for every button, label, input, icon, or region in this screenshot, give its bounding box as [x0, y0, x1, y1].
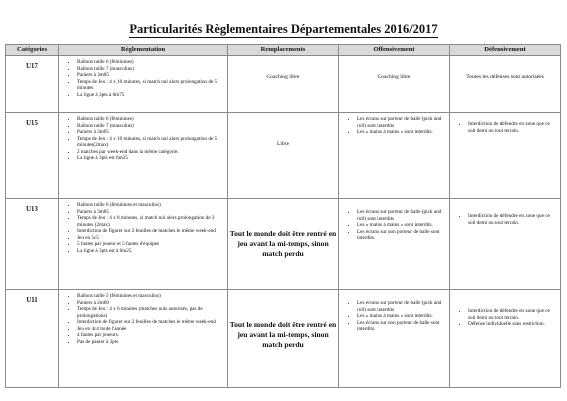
list-item: • Les écrans sur porteur de balle (pick and roll) sont interdits	[357, 209, 447, 222]
defensivement-cell	[450, 199, 561, 290]
list-item: • Ballons taille 6 (féminines)	[77, 59, 225, 66]
list-item: • Ballons taille 6 (féminines et masculins)	[77, 202, 225, 209]
offensivement-cell	[339, 199, 450, 290]
list-item: • Interdiction de défendre en zone que ce soit demi ou tout terrain.	[468, 308, 558, 321]
offensivement-list	[339, 199, 449, 244]
list-item: • Temps de Jeu : 4 x 10 minutes, si match nul alors prolongation de 5 minutes(2max)	[77, 136, 225, 149]
list-item: • Ballons taille 7 (masculins)	[77, 123, 225, 130]
list-item: • Défense individuelle sans restriction.	[468, 321, 558, 328]
list-item: • La ligne à 3pts est à 6m25	[77, 248, 225, 255]
offensivement-cell	[339, 290, 450, 388]
defensivement-cell	[450, 113, 561, 199]
table-row-u15	[6, 113, 561, 199]
table-row-u13	[6, 199, 561, 290]
category-cell: U15	[6, 113, 59, 199]
header-remplacements: Remplacements	[228, 45, 339, 56]
defensivement-list	[450, 113, 560, 136]
category-cell: U11	[6, 290, 59, 388]
table-row-u11	[6, 290, 561, 388]
list-item: • La ligne à 3pts est 6m25	[77, 155, 225, 162]
list-item: • Ballons taille 5 (féminines et masculins)	[77, 293, 225, 300]
list-item: • La ligne à 3pts à 6m75	[77, 92, 225, 99]
table-header-row	[6, 45, 561, 56]
remplacements-cell: Tout le monde doit être rentré en jeu avant la mi-temps, sinon match perdu	[228, 199, 339, 290]
document-title-text: Particularités Règlementaires Départementales 2016/2017	[129, 22, 438, 36]
list-item: • Temps de Jeu : 4 x 10 minutes, si match nul alors prolongation de 5 minutes	[77, 79, 225, 92]
list-item: • Temps de Jeu : 4 x 6 minutes (matches nuls autorisés, pas de prolongations)	[77, 306, 225, 319]
remplacements-cell: Libre	[228, 113, 339, 199]
defensivement-list	[450, 199, 560, 228]
list-item: • 5 fautes par joueur et 5 fautes d'équipes	[77, 241, 225, 248]
header-categories: Catégories	[6, 45, 59, 56]
list-item: • Ballons taille 6 (féminines)	[77, 116, 225, 123]
offensivement-cell	[339, 113, 450, 199]
reglementation-cell	[59, 56, 228, 113]
offensivement-list	[339, 290, 449, 335]
list-item: • Interdiction de défendre en zone que ce soit demi ou tout terrain.	[468, 121, 558, 134]
list-item: • Paniers à 2m60	[77, 300, 225, 307]
remplacements-cell: Coaching libre	[228, 56, 339, 113]
header-defensivement: Défensivement	[450, 45, 561, 56]
defensivement-list	[450, 290, 560, 330]
list-item: • Les écrans sur non porteur de balle sont interdits.	[357, 229, 447, 242]
list-item: • Pas de panier à 3pts	[77, 339, 225, 346]
offensivement-cell: Coaching libre	[339, 56, 450, 113]
reglementation-list	[59, 113, 227, 164]
list-item: • Temps de Jeu : 4 x 8 minutes, si match nul alors prolongation de 3 minutes (2max)	[77, 215, 225, 228]
list-item: • Les « mains à mains » sont interdits.	[357, 222, 447, 229]
list-item: • Interdiction de figurer sur 2 feuilles de matches le même week-end	[77, 228, 225, 235]
remplacements-cell: Tout le monde doit être rentré en jeu avant la mi-temps, sinon match perdu	[228, 290, 339, 388]
list-item: • Jeu en 5c5	[77, 235, 225, 242]
reglementation-list	[59, 199, 227, 256]
list-item: • 2 matches par week-end dans la même catégorie.	[77, 149, 225, 156]
list-item: • Ballons taille 7 (masculins)	[77, 66, 225, 73]
defensivement-cell	[450, 290, 561, 388]
header-offensivement: Offensivement	[339, 45, 450, 56]
list-item: • Paniers à 3m05	[77, 72, 225, 79]
list-item: • Les « mains à mains » sont interdits.	[357, 313, 447, 320]
list-item: • Paniers à 3m05	[77, 129, 225, 136]
list-item: • 4 fautes par joueurs.	[77, 332, 225, 339]
document-title	[0, 22, 567, 37]
reglementation-cell	[59, 199, 228, 290]
category-cell: U17	[6, 56, 59, 113]
list-item: • Paniers à 3m05	[77, 209, 225, 216]
list-item: • Les écrans sur porteur de balle (pick and roll) sont interdits	[357, 300, 447, 313]
table-row-u17	[6, 56, 561, 113]
offensivement-list	[339, 113, 449, 138]
list-item: • Interdiction de défendre en zone que ce soit demi ou tout terrain.	[468, 213, 558, 226]
reglementation-list	[59, 56, 227, 100]
list-item: • Les « mains à mains » sont interdits.	[357, 129, 447, 136]
regulations-table	[5, 44, 561, 388]
reglementation-cell	[59, 290, 228, 388]
list-item: • Les écrans sur non porteur de balle sont interdits.	[357, 320, 447, 333]
list-item: • Jeu en 4c4 toute l'année	[77, 326, 225, 333]
list-item: • Interdiction de figurer sur 2 feuilles de matches le même week-end	[77, 319, 225, 326]
list-item: • Les écrans sur porteur de balle (pick and roll) sont interdits	[357, 116, 447, 129]
reglementation-cell	[59, 113, 228, 199]
defensivement-cell: Toutes les défenses sont autorisées	[450, 56, 561, 113]
reglementation-list	[59, 290, 227, 347]
category-cell: U13	[6, 199, 59, 290]
header-reglementation: Règlementation	[59, 45, 228, 56]
